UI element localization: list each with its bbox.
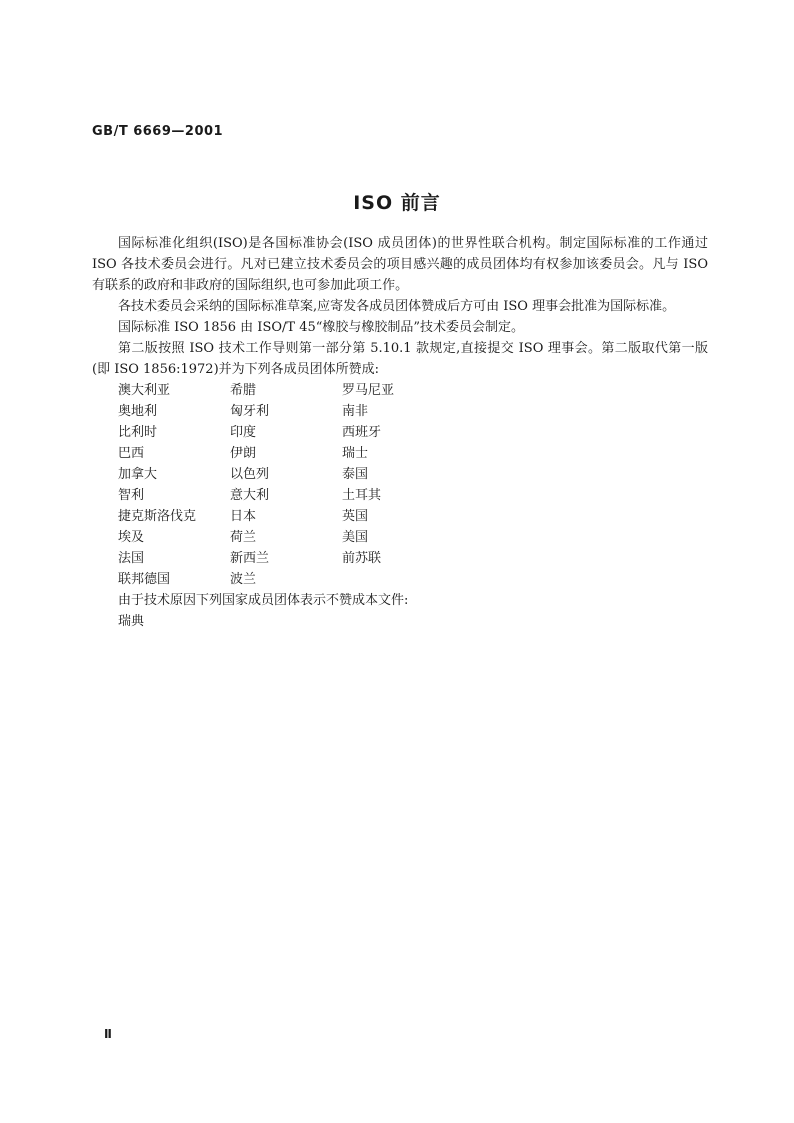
paragraph-second-edition: 第二版按照 ISO 技术工作导则第一部分第 5.10.1 款规定,直接提交 ISO 理事会。第二版取代第一版(即 ISO 1856:1972)并为下列各成员团体所赞成:	[92, 341, 708, 377]
member-row	[118, 548, 708, 569]
member-row	[118, 380, 708, 401]
member-row	[118, 422, 708, 443]
member-country: 埃及	[118, 530, 145, 545]
member-row	[118, 464, 708, 485]
member-row	[118, 443, 708, 464]
paragraph-committee: 国际标准 ISO 1856 由 ISO/T 45“橡胶与橡胶制品”技术委员会制定。	[118, 320, 525, 335]
member-country: 智利	[118, 488, 145, 503]
member-country: 澳大利亚	[118, 383, 171, 398]
member-country: 伊朗	[230, 446, 257, 461]
member-country: 法国	[118, 551, 145, 566]
member-row	[118, 401, 708, 422]
member-row	[118, 527, 708, 548]
paragraph-iso-intro: 国际标准化组织(ISO)是各国标准协会(ISO 成员团体)的世界性联合机构。制定国际标准的工作通过 ISO 各技术委员会进行。凡对已建立技术委员会的项目感兴趣的成员团体均有权参加该委员会。凡与 ISO 有联系的政府和非政府的国际组织,也可参加此项工作。	[92, 236, 708, 293]
member-country: 日本	[230, 509, 257, 524]
member-country: 希腊	[230, 383, 257, 398]
body-text	[92, 233, 708, 632]
member-country: 匈牙利	[230, 404, 270, 419]
member-row	[118, 569, 708, 590]
member-country: 南非	[342, 404, 369, 419]
member-country: 加拿大	[118, 467, 158, 482]
member-country: 前苏联	[342, 551, 382, 566]
member-country: 荷兰	[230, 530, 257, 545]
member-country: 土耳其	[342, 488, 382, 503]
member-country: 以色列	[230, 467, 270, 482]
member-country: 波兰	[230, 572, 257, 587]
member-country: 奥地利	[118, 404, 158, 419]
member-country: 西班牙	[342, 425, 382, 440]
member-country: 新西兰	[230, 551, 270, 566]
page-number: Ⅱ	[104, 1027, 112, 1041]
member-country: 印度	[230, 425, 257, 440]
page-title: ISO 前言	[353, 192, 441, 214]
member-row	[118, 485, 708, 506]
member-country: 美国	[342, 530, 369, 545]
member-body-list	[118, 380, 708, 590]
member-country: 捷克斯洛伐克	[118, 509, 197, 524]
member-country: 巴西	[118, 446, 145, 461]
member-country	[342, 569, 454, 590]
member-country: 联邦德国	[118, 572, 171, 587]
member-row	[118, 506, 708, 527]
member-country: 比利时	[118, 425, 158, 440]
member-country: 英国	[342, 509, 369, 524]
member-country: 罗马尼亚	[342, 383, 395, 398]
paragraph-approval-process: 各技术委员会采纳的国际标准草案,应寄发各成员团体赞成后方可由 ISO 理事会批准为国际标准。	[118, 299, 676, 314]
standard-code: GB/T 6669—2001	[92, 124, 224, 139]
member-country: 泰国	[342, 467, 369, 482]
disapproving-member: 瑞典	[118, 614, 145, 629]
member-country: 意大利	[230, 488, 270, 503]
member-country: 瑞士	[342, 446, 369, 461]
disapproval-note: 由于技术原因下列国家成员团体表示不赞成本文件:	[118, 593, 409, 608]
